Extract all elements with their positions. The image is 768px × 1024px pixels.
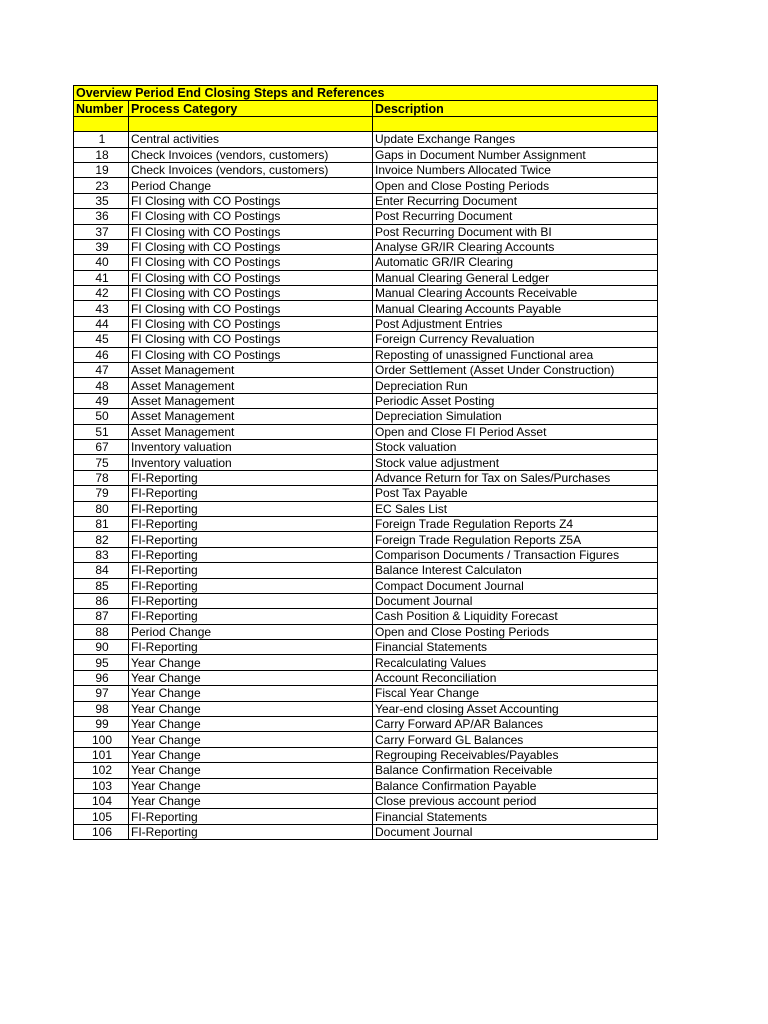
row-number: 41 bbox=[74, 270, 129, 285]
row-description: Open and Close FI Period Asset bbox=[373, 424, 658, 439]
row-description: Invoice Numbers Allocated Twice bbox=[373, 162, 658, 177]
row-category: FI-Reporting bbox=[129, 470, 373, 485]
row-description: Periodic Asset Posting bbox=[373, 393, 658, 408]
row-number: 88 bbox=[74, 624, 129, 639]
table-row bbox=[74, 301, 658, 316]
row-description: EC Sales List bbox=[373, 501, 658, 516]
row-category: Asset Management bbox=[129, 378, 373, 393]
row-number: 100 bbox=[74, 732, 129, 747]
row-category: Year Change bbox=[129, 793, 373, 808]
row-number: 103 bbox=[74, 778, 129, 793]
table-row bbox=[74, 162, 658, 177]
row-number: 23 bbox=[74, 178, 129, 193]
row-category: FI-Reporting bbox=[129, 593, 373, 608]
row-category: Year Change bbox=[129, 670, 373, 685]
table-row bbox=[74, 378, 658, 393]
blank-cell bbox=[129, 116, 373, 131]
row-category: FI Closing with CO Postings bbox=[129, 255, 373, 270]
row-description: Cash Position & Liquidity Forecast bbox=[373, 609, 658, 624]
row-category: Inventory valuation bbox=[129, 439, 373, 454]
row-category: Period Change bbox=[129, 178, 373, 193]
row-description: Year-end closing Asset Accounting bbox=[373, 701, 658, 716]
row-number: 95 bbox=[74, 655, 129, 670]
row-category: FI-Reporting bbox=[129, 501, 373, 516]
row-description: Enter Recurring Document bbox=[373, 193, 658, 208]
row-category: Asset Management bbox=[129, 424, 373, 439]
row-category: Asset Management bbox=[129, 409, 373, 424]
blank-cell bbox=[74, 116, 129, 131]
row-description: Comparison Documents / Transaction Figures bbox=[373, 547, 658, 562]
row-number: 105 bbox=[74, 809, 129, 824]
row-description: Depreciation Simulation bbox=[373, 409, 658, 424]
table-row bbox=[74, 424, 658, 439]
row-description: Manual Clearing Accounts Payable bbox=[373, 301, 658, 316]
row-number: 40 bbox=[74, 255, 129, 270]
row-description: Open and Close Posting Periods bbox=[373, 178, 658, 193]
row-number: 42 bbox=[74, 286, 129, 301]
row-category: Central activities bbox=[129, 132, 373, 147]
table-row bbox=[74, 701, 658, 716]
row-number: 44 bbox=[74, 316, 129, 331]
row-description: Automatic GR/IR Clearing bbox=[373, 255, 658, 270]
row-description: Manual Clearing General Ledger bbox=[373, 270, 658, 285]
row-description: Balance Interest Calculaton bbox=[373, 563, 658, 578]
row-description: Financial Statements bbox=[373, 640, 658, 655]
row-category: FI-Reporting bbox=[129, 532, 373, 547]
row-category: FI Closing with CO Postings bbox=[129, 270, 373, 285]
row-number: 96 bbox=[74, 670, 129, 685]
table-row bbox=[74, 563, 658, 578]
row-number: 101 bbox=[74, 747, 129, 762]
row-description: Open and Close Posting Periods bbox=[373, 624, 658, 639]
row-number: 106 bbox=[74, 824, 129, 839]
table-row bbox=[74, 686, 658, 701]
row-category: FI Closing with CO Postings bbox=[129, 239, 373, 254]
row-number: 36 bbox=[74, 209, 129, 224]
table-row bbox=[74, 178, 658, 193]
row-number: 104 bbox=[74, 793, 129, 808]
table-row bbox=[74, 455, 658, 470]
table-row bbox=[74, 732, 658, 747]
row-category: Period Change bbox=[129, 624, 373, 639]
row-description: Stock valuation bbox=[373, 439, 658, 454]
row-description: Close previous account period bbox=[373, 793, 658, 808]
row-description: Foreign Trade Regulation Reports Z4 bbox=[373, 516, 658, 531]
table-row bbox=[74, 332, 658, 347]
row-category: Asset Management bbox=[129, 363, 373, 378]
table-row bbox=[74, 255, 658, 270]
table-row bbox=[74, 439, 658, 454]
row-category: FI Closing with CO Postings bbox=[129, 224, 373, 239]
row-number: 49 bbox=[74, 393, 129, 408]
header-description: Description bbox=[373, 101, 658, 116]
table-row bbox=[74, 532, 658, 547]
row-number: 37 bbox=[74, 224, 129, 239]
table-row bbox=[74, 547, 658, 562]
table-row bbox=[74, 809, 658, 824]
row-description: Post Tax Payable bbox=[373, 486, 658, 501]
row-number: 83 bbox=[74, 547, 129, 562]
row-number: 102 bbox=[74, 763, 129, 778]
table-row bbox=[74, 147, 658, 162]
table-row bbox=[74, 393, 658, 408]
row-description: Compact Document Journal bbox=[373, 578, 658, 593]
row-number: 86 bbox=[74, 593, 129, 608]
table-row bbox=[74, 209, 658, 224]
row-number: 18 bbox=[74, 147, 129, 162]
row-category: FI Closing with CO Postings bbox=[129, 209, 373, 224]
closing-steps-table bbox=[73, 85, 658, 840]
table-row bbox=[74, 824, 658, 839]
row-description: Analyse GR/IR Clearing Accounts bbox=[373, 239, 658, 254]
row-category: FI-Reporting bbox=[129, 578, 373, 593]
row-description: Reposting of unassigned Functional area bbox=[373, 347, 658, 362]
table-row bbox=[74, 486, 658, 501]
row-category: Year Change bbox=[129, 701, 373, 716]
row-description: Document Journal bbox=[373, 593, 658, 608]
row-number: 50 bbox=[74, 409, 129, 424]
row-category: FI-Reporting bbox=[129, 824, 373, 839]
row-category: Check Invoices (vendors, customers) bbox=[129, 162, 373, 177]
row-number: 1 bbox=[74, 132, 129, 147]
row-number: 78 bbox=[74, 470, 129, 485]
row-description: Carry Forward GL Balances bbox=[373, 732, 658, 747]
table-row bbox=[74, 224, 658, 239]
row-number: 19 bbox=[74, 162, 129, 177]
row-number: 87 bbox=[74, 609, 129, 624]
row-category: FI-Reporting bbox=[129, 486, 373, 501]
row-description: Foreign Currency Revaluation bbox=[373, 332, 658, 347]
row-category: FI Closing with CO Postings bbox=[129, 301, 373, 316]
row-description: Foreign Trade Regulation Reports Z5A bbox=[373, 532, 658, 547]
row-number: 84 bbox=[74, 563, 129, 578]
row-description: Account Reconciliation bbox=[373, 670, 658, 685]
header-number: Number bbox=[74, 101, 129, 116]
row-description: Recalculating Values bbox=[373, 655, 658, 670]
row-number: 85 bbox=[74, 578, 129, 593]
table-row bbox=[74, 578, 658, 593]
row-category: FI Closing with CO Postings bbox=[129, 316, 373, 331]
table-header-row bbox=[74, 101, 658, 116]
row-description: Document Journal bbox=[373, 824, 658, 839]
row-description: Balance Confirmation Payable bbox=[373, 778, 658, 793]
row-number: 39 bbox=[74, 239, 129, 254]
table-row bbox=[74, 347, 658, 362]
table-row bbox=[74, 132, 658, 147]
row-description: Fiscal Year Change bbox=[373, 686, 658, 701]
row-category: Year Change bbox=[129, 655, 373, 670]
row-description: Post Recurring Document with BI bbox=[373, 224, 658, 239]
row-number: 97 bbox=[74, 686, 129, 701]
table-row bbox=[74, 655, 658, 670]
row-category: FI-Reporting bbox=[129, 809, 373, 824]
row-description: Post Adjustment Entries bbox=[373, 316, 658, 331]
row-description: Manual Clearing Accounts Receivable bbox=[373, 286, 658, 301]
row-number: 82 bbox=[74, 532, 129, 547]
row-description: Advance Return for Tax on Sales/Purchases bbox=[373, 470, 658, 485]
row-number: 45 bbox=[74, 332, 129, 347]
table-row bbox=[74, 593, 658, 608]
row-number: 75 bbox=[74, 455, 129, 470]
row-category: FI Closing with CO Postings bbox=[129, 347, 373, 362]
table-row bbox=[74, 778, 658, 793]
row-category: Asset Management bbox=[129, 393, 373, 408]
row-number: 67 bbox=[74, 439, 129, 454]
row-category: FI Closing with CO Postings bbox=[129, 193, 373, 208]
blank-row bbox=[74, 116, 658, 131]
row-category: Inventory valuation bbox=[129, 455, 373, 470]
row-description: Depreciation Run bbox=[373, 378, 658, 393]
row-description: Gaps in Document Number Assignment bbox=[373, 147, 658, 162]
row-category: FI-Reporting bbox=[129, 609, 373, 624]
row-category: Year Change bbox=[129, 778, 373, 793]
table-row bbox=[74, 670, 658, 685]
row-category: Year Change bbox=[129, 717, 373, 732]
table-row bbox=[74, 747, 658, 762]
row-description: Carry Forward AP/AR Balances bbox=[373, 717, 658, 732]
table-row bbox=[74, 193, 658, 208]
row-description: Balance Confirmation Receivable bbox=[373, 763, 658, 778]
row-category: FI-Reporting bbox=[129, 547, 373, 562]
row-number: 48 bbox=[74, 378, 129, 393]
row-description: Financial Statements bbox=[373, 809, 658, 824]
row-category: FI-Reporting bbox=[129, 563, 373, 578]
row-category: FI-Reporting bbox=[129, 516, 373, 531]
table-row bbox=[74, 409, 658, 424]
row-number: 43 bbox=[74, 301, 129, 316]
table-row bbox=[74, 501, 658, 516]
row-category: FI-Reporting bbox=[129, 640, 373, 655]
row-number: 98 bbox=[74, 701, 129, 716]
row-description: Post Recurring Document bbox=[373, 209, 658, 224]
row-description: Order Settlement (Asset Under Construction) bbox=[373, 363, 658, 378]
table-title-row bbox=[74, 86, 658, 101]
row-category: FI Closing with CO Postings bbox=[129, 286, 373, 301]
row-number: 79 bbox=[74, 486, 129, 501]
table-row bbox=[74, 316, 658, 331]
table-row bbox=[74, 470, 658, 485]
header-category: Process Category bbox=[129, 101, 373, 116]
table-row bbox=[74, 363, 658, 378]
row-description: Stock value adjustment bbox=[373, 455, 658, 470]
table-title: Overview Period End Closing Steps and References bbox=[74, 86, 658, 101]
row-category: Year Change bbox=[129, 732, 373, 747]
row-category: Year Change bbox=[129, 686, 373, 701]
row-number: 80 bbox=[74, 501, 129, 516]
table-row bbox=[74, 624, 658, 639]
blank-cell bbox=[373, 116, 658, 131]
table-row bbox=[74, 640, 658, 655]
table-body bbox=[74, 132, 658, 840]
row-description: Update Exchange Ranges bbox=[373, 132, 658, 147]
row-category: FI Closing with CO Postings bbox=[129, 332, 373, 347]
row-category: Year Change bbox=[129, 763, 373, 778]
row-description: Regrouping Receivables/Payables bbox=[373, 747, 658, 762]
table-row bbox=[74, 286, 658, 301]
table-row bbox=[74, 793, 658, 808]
row-number: 51 bbox=[74, 424, 129, 439]
row-number: 99 bbox=[74, 717, 129, 732]
table-row bbox=[74, 270, 658, 285]
row-number: 90 bbox=[74, 640, 129, 655]
row-category: Year Change bbox=[129, 747, 373, 762]
table-row bbox=[74, 609, 658, 624]
table-row bbox=[74, 239, 658, 254]
table-row bbox=[74, 717, 658, 732]
row-category: Check Invoices (vendors, customers) bbox=[129, 147, 373, 162]
row-number: 46 bbox=[74, 347, 129, 362]
row-number: 35 bbox=[74, 193, 129, 208]
table-row bbox=[74, 516, 658, 531]
row-number: 47 bbox=[74, 363, 129, 378]
row-number: 81 bbox=[74, 516, 129, 531]
table-row bbox=[74, 763, 658, 778]
